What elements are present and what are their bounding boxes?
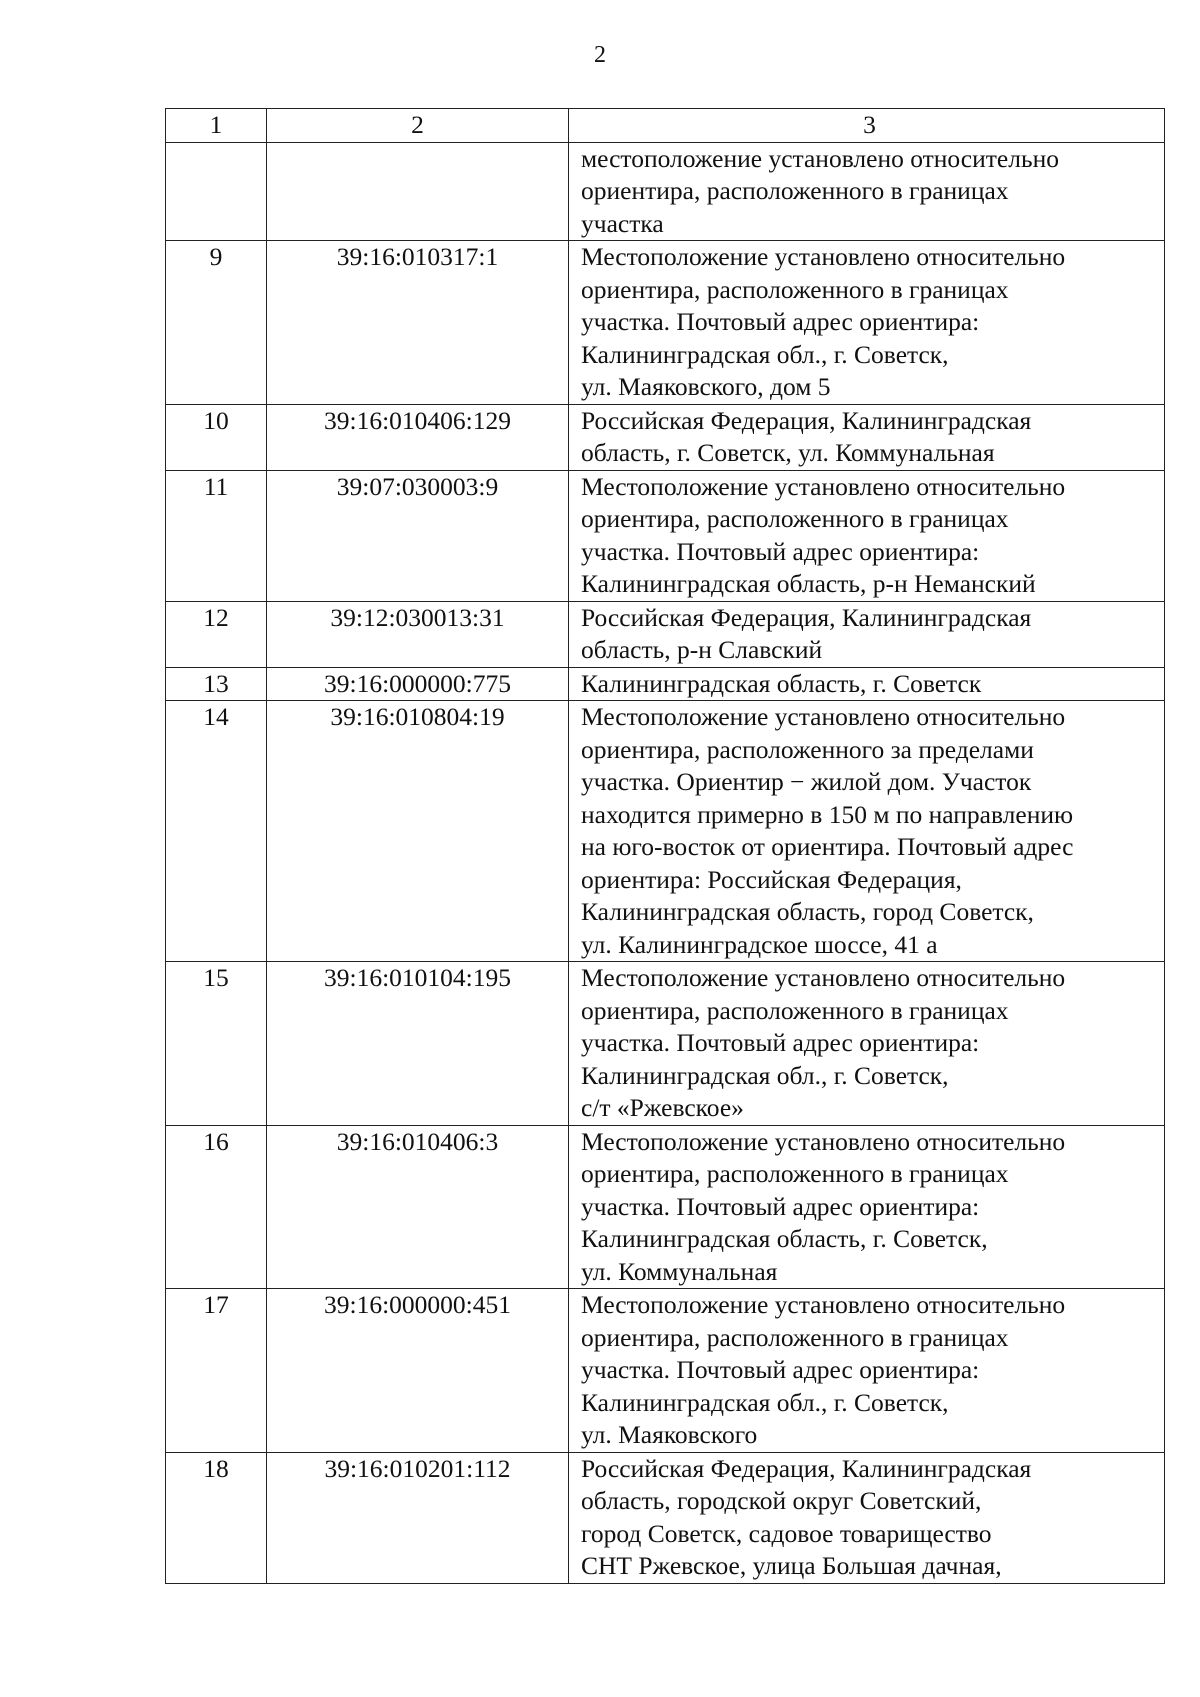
location-line: Российская Федерация, Калининградская (581, 1453, 1032, 1483)
cadastral-number: 39:16:010201:112 (267, 1452, 569, 1583)
location-description (569, 667, 1165, 701)
location-line: ориентира, расположенного в границах (581, 274, 1009, 304)
location-description (569, 601, 1165, 667)
location-description (569, 1125, 1165, 1289)
location-line: область, городской округ Советский, (581, 1486, 982, 1515)
table-row (166, 962, 1165, 1126)
location-line: местоположение установлено относительно (581, 143, 1059, 173)
location-description (569, 962, 1165, 1126)
row-number: 17 (166, 1289, 267, 1453)
location-line: ориентира, расположенного в границах (581, 1322, 1009, 1352)
location-line: Местоположение установлено относительно (581, 1290, 1066, 1319)
location-line: Калининградская область, р-н Неманский (581, 569, 1036, 598)
location-line: ориентира, расположенного в границах (581, 504, 1009, 533)
row-number: 16 (166, 1125, 267, 1289)
header-col-1: 1 (166, 109, 267, 143)
table-row (166, 470, 1165, 601)
location-line: находится примерно в 150 м по направлению (581, 799, 1074, 829)
cadastral-number: 39:16:010804:19 (267, 701, 569, 962)
row-number: 11 (166, 470, 267, 601)
location-line: ул. Калининградское шоссе, 41 а (581, 929, 938, 959)
row-number: 13 (166, 667, 267, 701)
cadastral-number: 39:16:010406:129 (267, 404, 569, 470)
cadastral-number: 39:16:010104:195 (267, 962, 569, 1126)
table-row (166, 1125, 1165, 1289)
location-line: Калининградская обл., г. Советск, (581, 339, 949, 369)
table-row (166, 1289, 1165, 1453)
location-line: СНТ Ржевское, улица Большая дачная, (581, 1551, 1002, 1580)
row-number: 15 (166, 962, 267, 1126)
table-body (166, 109, 1165, 1584)
table-row (166, 701, 1165, 962)
location-line: Калининградская обл., г. Советск, (581, 1387, 949, 1417)
table-row (166, 404, 1165, 470)
location-line: ориентира, расположенного в границах (581, 995, 1009, 1025)
page-number: 2 (594, 42, 606, 68)
cadastral-number: 39:12:030013:31 (267, 601, 569, 667)
location-description (569, 404, 1165, 470)
location-line: Местоположение установлено относительно (581, 1126, 1066, 1156)
location-line: участка. Ориентир − жилой дом. Участок (581, 767, 1032, 796)
table-header-row (166, 109, 1165, 143)
location-description (569, 701, 1165, 962)
location-line: Российская Федерация, Калининградская (581, 405, 1032, 435)
location-line: ориентира, расположенного в границах (581, 176, 1009, 205)
location-line: область, г. Советск, ул. Коммунальная (581, 438, 995, 467)
cadastral-number: 39:16:010406:3 (267, 1125, 569, 1289)
location-line: ориентира: Российская Федерация, (581, 864, 962, 894)
location-line: на юго-восток от ориентира. Почтовый адрес (581, 832, 1074, 861)
location-line: ул. Коммунальная (581, 1256, 778, 1286)
cadastral-number (267, 142, 569, 241)
location-line: ул. Маяковского (581, 1420, 758, 1449)
table-row (166, 601, 1165, 667)
location-line: участка (581, 208, 664, 238)
row-number: 14 (166, 701, 267, 962)
cadastral-number: 39:16:000000:775 (267, 667, 569, 701)
location-line: участка. Почтовый адрес ориентира: (581, 1191, 980, 1221)
location-line: ул. Маяковского, дом 5 (581, 372, 831, 401)
table-row (166, 241, 1165, 405)
row-number: 10 (166, 404, 267, 470)
location-line: Калининградская область, город Советск, (581, 897, 1034, 926)
location-line: Российская Федерация, Калининградская (581, 602, 1032, 632)
cadastral-number: 39:16:010317:1 (267, 241, 569, 405)
location-line: с/т «Ржевское» (581, 1093, 744, 1122)
location-line: Калининградская область, г. Советск (581, 668, 982, 698)
location-description (569, 1452, 1165, 1583)
location-line: ориентира, расположенного за пределами (581, 734, 1034, 764)
row-number: 9 (166, 241, 267, 405)
cadastral-number: 39:16:000000:451 (267, 1289, 569, 1453)
location-line: город Советск, садовое товарищество (581, 1518, 992, 1548)
location-line: участка. Почтовый адрес ориентира: (581, 1355, 980, 1384)
header-col-2: 2 (267, 109, 569, 143)
location-line: Местоположение установлено относительно (581, 471, 1066, 501)
location-line: Местоположение установлено относительно (581, 242, 1066, 271)
row-number: 18 (166, 1452, 267, 1583)
location-line: Местоположение установлено относительно (581, 702, 1066, 731)
location-description (569, 142, 1165, 241)
location-line: Калининградская обл., г. Советск, (581, 1060, 949, 1090)
location-line: участка. Почтовый адрес ориентира: (581, 307, 980, 336)
location-description (569, 470, 1165, 601)
location-line: Местоположение установлено относительно (581, 963, 1066, 992)
land-parcels-table (165, 108, 1165, 1584)
cadastral-number: 39:07:030003:9 (267, 470, 569, 601)
table-row (166, 1452, 1165, 1583)
location-line: участка. Почтовый адрес ориентира: (581, 1028, 980, 1057)
table-row (166, 142, 1165, 241)
row-number (166, 142, 267, 241)
location-line: Калининградская область, г. Советск, (581, 1224, 988, 1253)
location-line: ориентира, расположенного в границах (581, 1159, 1009, 1188)
table-row (166, 667, 1165, 701)
location-description (569, 1289, 1165, 1453)
location-line: участка. Почтовый адрес ориентира: (581, 536, 980, 566)
location-description (569, 241, 1165, 405)
location-line: область, р-н Славский (581, 635, 823, 664)
row-number: 12 (166, 601, 267, 667)
header-col-3: 3 (569, 109, 1165, 143)
